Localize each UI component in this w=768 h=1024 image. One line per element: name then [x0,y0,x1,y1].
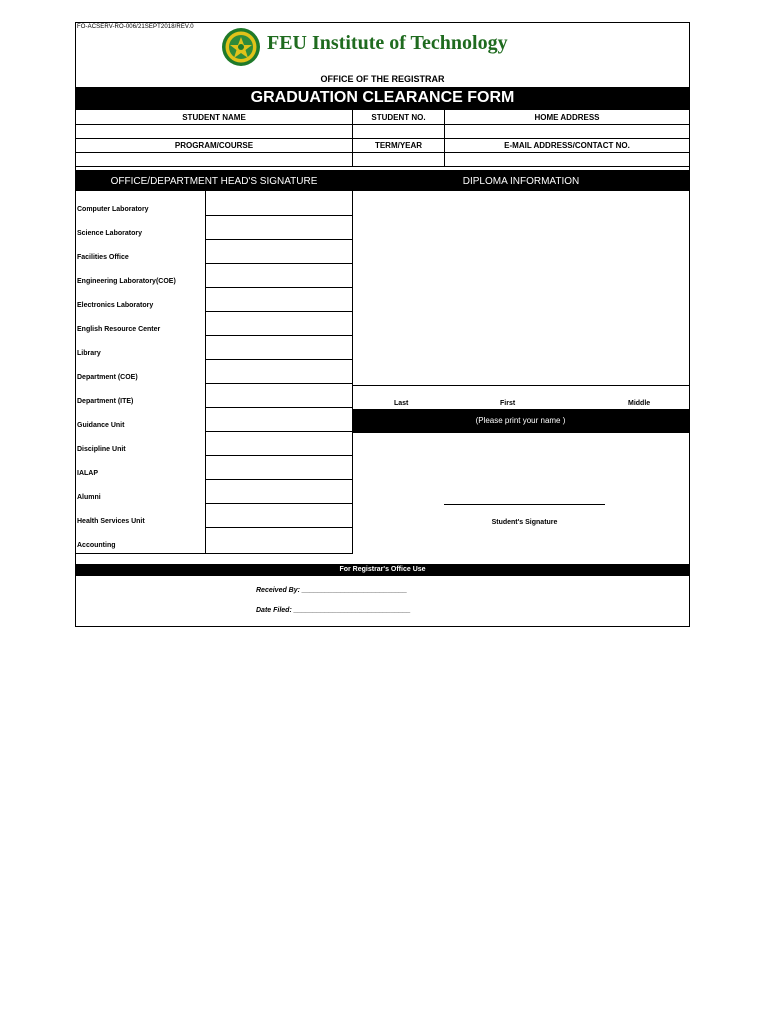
section-header-bar [76,170,689,191]
student-no-field[interactable] [353,125,444,138]
office-label: Library [77,350,101,357]
form-code: FO-ACSERV-RO-006/21SEPT2018/REV.0 [77,24,194,30]
office-signature-field[interactable] [206,216,352,239]
student-name-header: STUDENT NAME [182,113,246,122]
signature-section-header: OFFICE/DEPARTMENT HEAD'S SIGNATURE [110,176,318,187]
office-signature-field[interactable] [206,480,352,503]
row-divider [206,455,353,456]
row-divider [206,479,353,480]
office-signature-field[interactable] [206,528,352,551]
diploma-section-header: DIPLOMA INFORMATION [462,176,580,187]
student-name-field[interactable] [76,125,352,138]
student-no-header: STUDENT NO. [371,113,426,122]
diploma-middle-label: Middle [628,400,651,407]
print-name-note: (Please print your name ) [352,409,689,433]
row-divider [206,215,353,216]
row-divider [206,263,353,264]
diploma-last-label: Last [394,400,409,407]
form-title: GRADUATION CLEARANCE FORM [76,87,689,109]
office-signature-field[interactable] [206,360,352,383]
home-address-field[interactable] [445,125,689,138]
office-label: Engineering Laboratory(COE) [77,278,176,285]
office-name: OFFICE OF THE REGISTRAR [320,74,445,84]
office-signature-field[interactable] [206,288,352,311]
student-signature-label: Student's Signature [491,519,558,526]
term-year-header: TERM/YEAR [374,141,423,150]
office-signature-field[interactable] [206,336,352,359]
row-divider [206,239,353,240]
office-label: IALAP [77,470,98,477]
email-contact-field[interactable] [445,153,689,166]
office-label: Discipline Unit [77,446,126,453]
office-signature-field[interactable] [206,456,352,479]
office-label: Accounting [77,542,116,549]
diploma-first-label: First [500,400,516,407]
received-by-label: Received By: [256,587,300,594]
row-divider [206,503,353,504]
office-label: Department (COE) [77,374,138,381]
office-label: Health Services Unit [77,518,145,525]
office-label: English Resource Center [77,326,161,333]
row-divider [206,407,353,408]
home-address-header: HOME ADDRESS [534,113,600,122]
office-label: Science Laboratory [77,230,142,237]
office-signature-field[interactable] [206,240,352,263]
office-signature-field[interactable] [206,504,352,527]
program-course-header: PROGRAM/COURSE [174,141,254,150]
row-divider [206,335,353,336]
diploma-name-field[interactable] [353,192,689,384]
office-label: Guidance Unit [77,422,125,429]
feu-seal-logo [221,27,261,67]
office-label: Alumni [77,494,101,501]
row-divider [206,287,353,288]
office-label: Facilities Office [77,254,129,261]
office-signature-field[interactable] [206,192,352,215]
email-contact-header: E-MAIL ADDRESS/CONTACT NO. [504,141,630,150]
received-by-field[interactable]: ___________________________ [301,587,408,594]
office-signature-field[interactable] [206,312,352,335]
student-signature-line[interactable] [444,504,605,505]
office-signature-field[interactable] [206,432,352,455]
clearance-form [75,22,690,627]
institution-name: FEU Institute of Technology [267,32,508,54]
registrar-use-header: For Registrar's Office Use [76,564,689,576]
office-label: Electronics Laboratory [77,302,154,309]
term-year-field[interactable] [353,153,444,166]
office-signature-field[interactable] [206,384,352,407]
row-divider [206,383,353,384]
date-filed-label: Date Filed: [256,607,292,614]
row-divider [206,311,353,312]
row-divider [206,359,353,360]
office-signature-field[interactable] [206,408,352,431]
office-signature-field[interactable] [206,264,352,287]
row-divider [206,527,353,528]
row-divider [206,431,353,432]
office-label: Computer Laboratory [77,206,149,213]
date-filed-field[interactable]: ______________________________ [293,607,411,614]
program-course-field[interactable] [76,153,352,166]
office-label: Department (ITE) [77,398,134,405]
